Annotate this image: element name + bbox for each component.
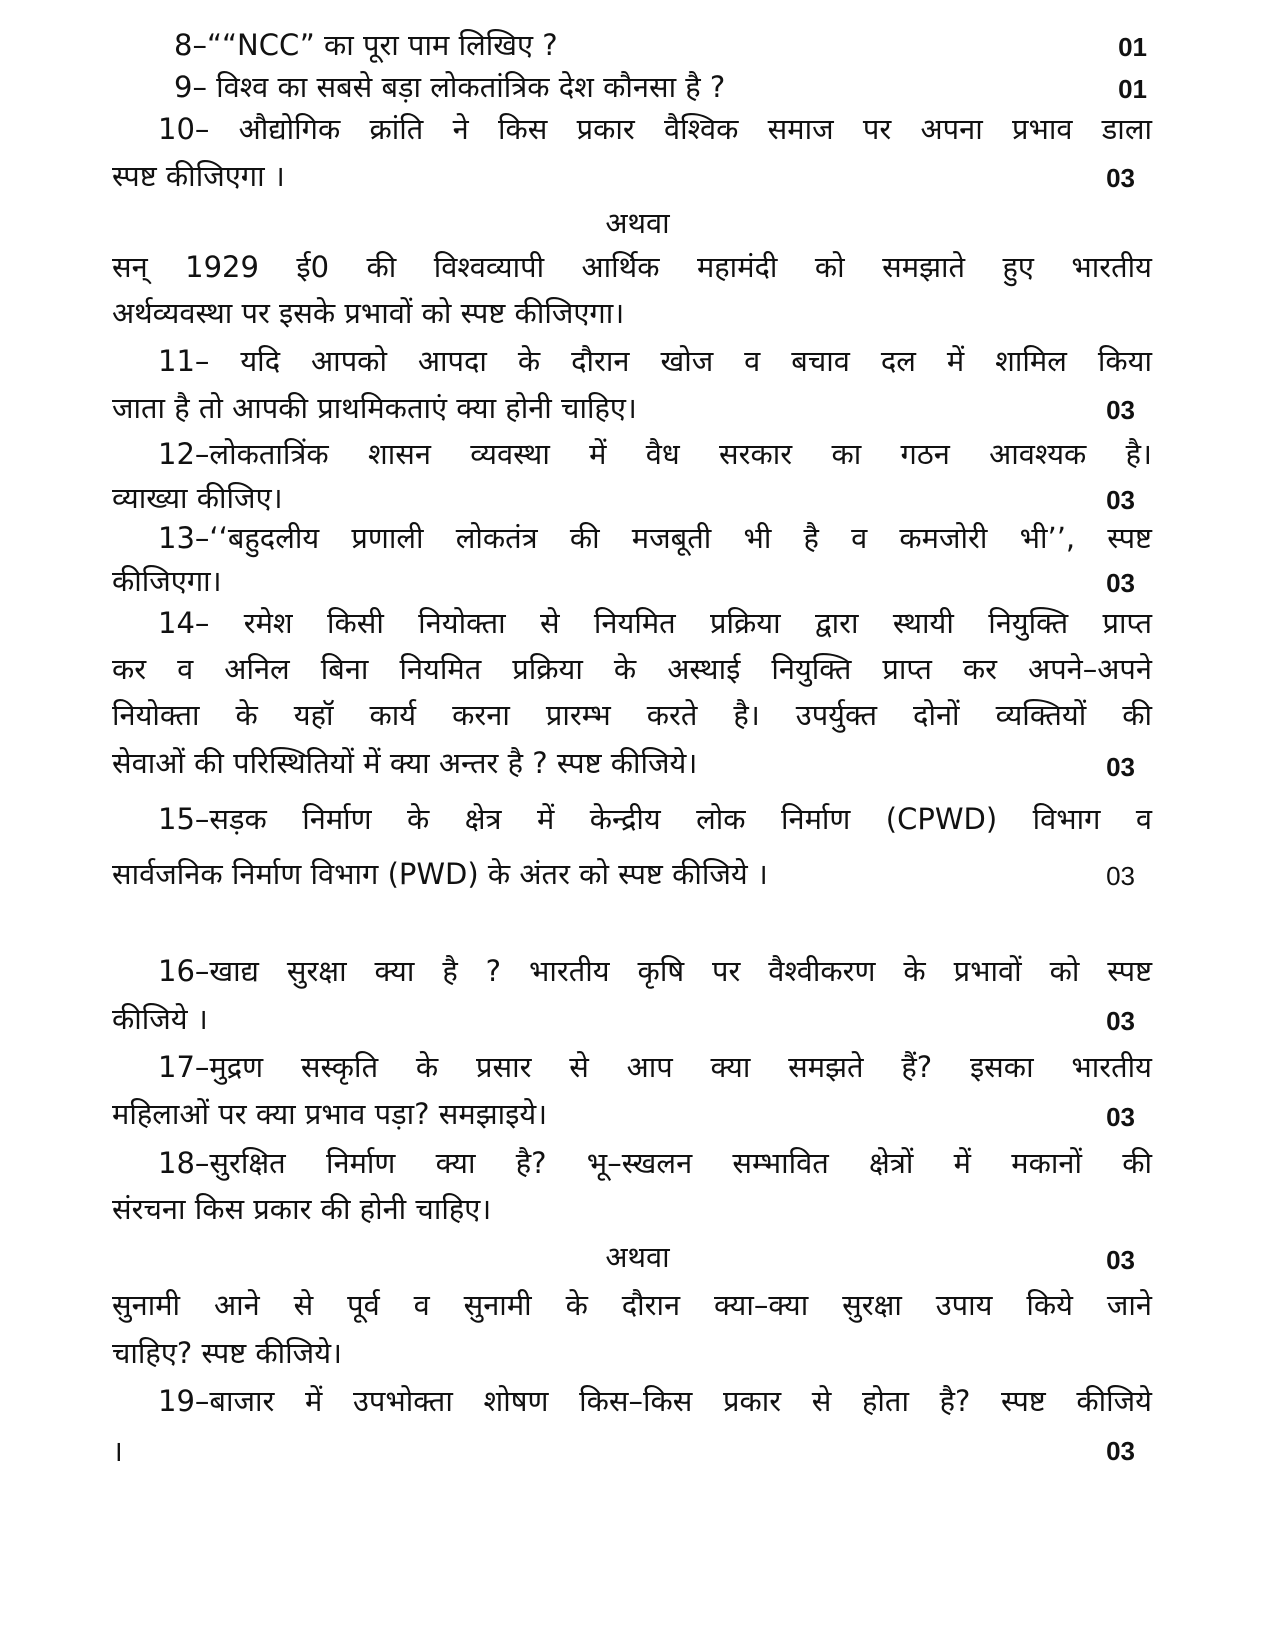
question-18-line-2: संरचना किस प्रकार की होनी चाहिए। bbox=[112, 1192, 492, 1226]
question-18-alt-line-1: सुनामी आने से पूर्व व सुनामी के दौरान क्या–क्या सुरक्षा उपाय किये जाने bbox=[112, 1288, 1152, 1322]
question-17-line-2: महिलाओं पर क्या प्रभाव पड़ा? समझाइये। bbox=[112, 1097, 548, 1131]
question-14-line-1: 14– रमेश किसी नियोक्ता से नियमित प्रक्रिया द्वारा स्थायी नियुक्ति प्राप्त bbox=[158, 606, 1152, 640]
question-19-marks: 03 bbox=[1106, 1436, 1135, 1466]
question-11-line-1: 11– यदि आपको आपदा के दौरान खोज व बचाव दल में शामिल किया bbox=[158, 344, 1152, 378]
question-12-line-2: व्याख्या कीजिए। bbox=[112, 481, 283, 515]
question-12-line-1: 12–लोकतात्रिंक शासन व्यवस्था में वैध सरकार का गठन आवश्यक है। bbox=[158, 437, 1152, 471]
question-15-line-1: 15–सड़क निर्माण के क्षेत्र में केन्द्रीय लोक निर्माण (CPWD) विभाग व bbox=[158, 802, 1152, 836]
question-18-marks: 03 bbox=[1106, 1245, 1135, 1275]
question-10-alt-line-2: अर्थव्यवस्था पर इसके प्रभावों को स्पष्ट कीजिएगा। bbox=[112, 296, 625, 330]
question-8-line-1: 8–““NCC” का पूरा पाम लिखिए ? bbox=[174, 28, 558, 62]
question-18-alt-line-2: चाहिए? स्पष्ट कीजिये। bbox=[112, 1336, 343, 1370]
question-14-line-2: कर व अनिल बिना नियमित प्रक्रिया के अस्थाई नियुक्ति प्राप्त कर अपने–अपने bbox=[112, 652, 1152, 686]
question-16-line-1: 16–खाद्य सुरक्षा क्या है ? भारतीय कृषि पर वैश्वीकरण के प्रभावों को स्पष्ट bbox=[158, 954, 1153, 988]
question-18-line-1: 18–सुरक्षित निर्माण क्या है? भू–स्खलन सम्भावित क्षेत्रों में मकानों की bbox=[158, 1146, 1152, 1180]
question-8-marks: 01 bbox=[1118, 32, 1147, 62]
question-16-marks: 03 bbox=[1106, 1006, 1135, 1036]
question-15-marks: 03 bbox=[1106, 861, 1135, 891]
question-11-marks: 03 bbox=[1106, 395, 1135, 425]
question-17-line-1: 17–मुद्रण सस्कृति के प्रसार से आप क्या समझते हैं? इसका भारतीय bbox=[158, 1050, 1152, 1084]
question-10-line-2: स्पष्ट कीजिएगा । bbox=[112, 159, 285, 193]
question-16-line-2: कीजिये । bbox=[112, 1002, 208, 1036]
or-label-2: अथवा bbox=[605, 1240, 670, 1274]
question-19-line-1: 19–बाजार में उपभोक्ता शोषण किस–किस प्रकार से होता है? स्पष्ट कीजिये bbox=[158, 1384, 1152, 1418]
question-13-marks: 03 bbox=[1106, 568, 1135, 598]
question-13-line-2: कीजिएगा। bbox=[112, 564, 222, 598]
question-11-line-2: जाता है तो आपकी प्राथमिकताएं क्या होनी चाहिए। bbox=[112, 391, 637, 425]
question-14-line-4: सेवाओं की परिस्थितियों में क्या अन्तर है ? स्पष्ट कीजिये। bbox=[112, 746, 698, 780]
question-9-line-1: 9– विश्व का सबसे बड़ा लोकतांत्रिक देश कौनसा है ? bbox=[174, 70, 726, 104]
question-13-line-1: 13–‘‘बहुदलीय प्रणाली लोकतंत्र की मजबूती भी है व कमजोरी भी’’, स्पष्ट bbox=[158, 521, 1152, 555]
question-10-alt-line-1: सन् 1929 ई0 की विश्वव्यापी आर्थिक महामंदी को समझाते हुए भारतीय bbox=[112, 250, 1152, 284]
question-9-marks: 01 bbox=[1118, 74, 1147, 104]
question-12-marks: 03 bbox=[1106, 485, 1135, 515]
or-label-1: अथवा bbox=[605, 206, 670, 240]
question-14-marks: 03 bbox=[1106, 752, 1135, 782]
question-15-line-2: सार्वजनिक निर्माण विभाग (PWD) के अंतर को स्पष्ट कीजिये । bbox=[112, 857, 768, 891]
question-19-line-2: । bbox=[112, 1434, 123, 1468]
question-17-marks: 03 bbox=[1106, 1102, 1135, 1132]
question-14-line-3: नियोक्ता के यहॉ कार्य करना प्रारम्भ करते है। उपर्युक्त दोनों व्यक्तियों की bbox=[112, 698, 1152, 732]
question-10-marks: 03 bbox=[1106, 163, 1135, 193]
question-10-line-1: 10– औद्योगिक क्रांति ने किस प्रकार वैश्विक समाज पर अपना प्रभाव डाला bbox=[158, 112, 1152, 146]
